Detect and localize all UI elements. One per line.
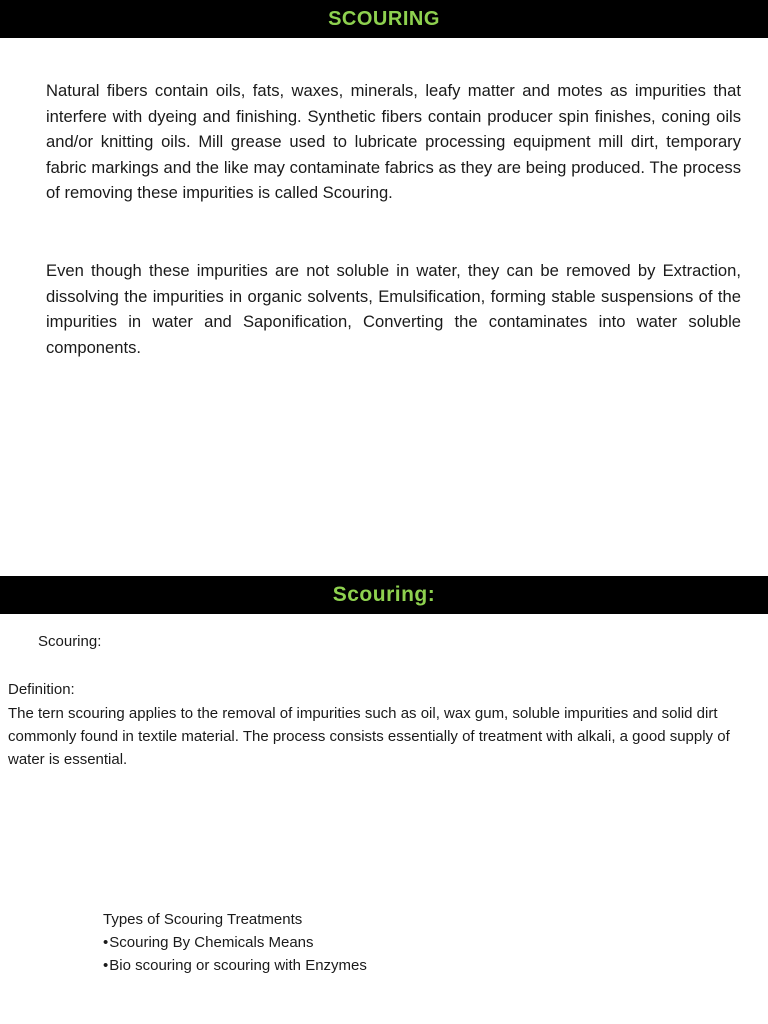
definition-heading: Definition: <box>8 681 75 698</box>
slide1-title: SCOURING <box>328 8 440 30</box>
slide2-label: Scouring: <box>38 633 102 650</box>
slide2-title: Scouring: <box>332 583 436 606</box>
slide2-title-banner <box>0 576 768 614</box>
slide1-paragraph-2: Even though these impurities are not soluble in water, they can be removed by Extraction, dissolving the impurities in organic solvents, Emulsification, forming stable suspensions of the impurities in water and Saponification, Converting the contaminates into water soluble components. <box>46 261 741 357</box>
definition-text: The tern scouring applies to the removal of impurities such as oil, wax gum, soluble impurities and solid dirt commonly found in textile material. The process consists essentially of treatment with alkali, a good supply of water is essential. <box>8 705 730 768</box>
list-item: • Bio scouring or scouring with Enzymes <box>103 954 367 977</box>
types-heading: Types of Scouring Treatments <box>103 911 303 928</box>
slide1-paragraph-1: Natural fibers contain oils, fats, waxes, minerals, leafy matter and motes as impurities that interfere with dyeing and finishing. Synthetic fibers contain producer spin finishes, coning oils and/or knitting oils. Mill grease used to lubricate processing equipment mill dirt, temporary fabric markings and the like may contaminate fabrics as they are being produced. The process of removing these impurities is called Scouring. <box>46 81 741 202</box>
slide1-title-banner <box>0 0 768 38</box>
types-list <box>103 931 367 977</box>
list-item: • Scouring By Chemicals Means <box>103 931 367 954</box>
scouring-types-block <box>103 908 367 977</box>
